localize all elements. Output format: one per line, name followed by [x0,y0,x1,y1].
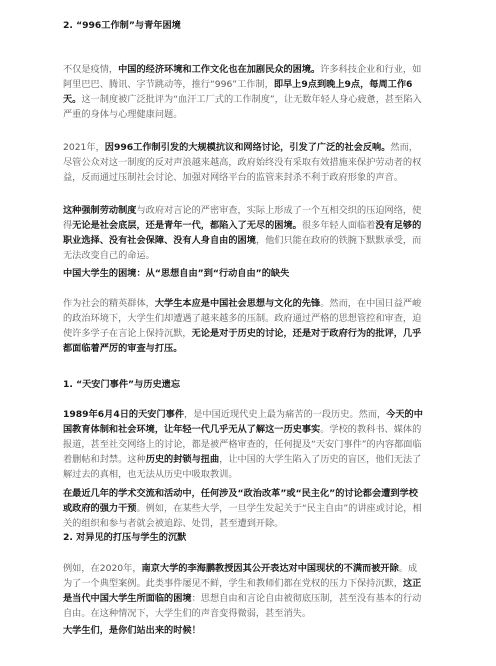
text-run: 与政府对言论的严密审查，实际上形成了一个互相交织的压迫网络，使得 [63,205,422,231]
bold-run: 因996工作制引发的大规模抗议和网络讨论，引发了广泛的社会反响。 [104,142,391,153]
bold-run: 在最近几年的学术交流和活动中，任何涉及“政治改革”或“民主化”的讨论都会遭到学校或政府的强力干预 [63,488,418,514]
text-run: 很多年轻人面临着 [301,220,376,231]
section-heading-tiananmen: 1. “天安门事件”与历史遗忘 [63,379,181,390]
text-run: 。学校的教科书、媒体的报道，甚至社交网络上的讨论，都是被严格审查的，任何提及“天安门事件”的内容都面临着删帖和封禁。这种 [63,424,422,465]
bold-run: 今天的中国教育体制和社会环境，让年轻一代几乎无从了解这一历史事实 [63,409,423,435]
text-run: 。成为了一个典型案例。此类事件屡见不鲜，学生和教师们都在党权的压力下保持沉默， [63,563,418,589]
bold-run: 即早上9点到晚上9点，每周工作6天。 [63,79,413,105]
paragraph-economy [63,62,423,122]
section-heading-students: 中国大学生的困境：从“思想自由”到“行动自由”的缺失 [63,268,290,279]
text-run: 不仅是疫情， [63,64,119,75]
bold-run: 南京大学的李海鹏教授因其公开表达对中国现状的不满而被开除 [141,563,399,574]
closing-call: 大学生们，是你们站出来的时候！ [63,625,201,636]
bold-run: 历史的封锁与扭曲 [145,454,220,465]
bold-run: 没有足够的职业选择、没有社会保障、没有人身自由的困境 [63,220,422,246]
text-run: ：思想自由和言论自由被彻底压制，甚至没有基本的行动自由。在这种情况下，大学生们的声音变得微弱，甚至消失。 [63,593,422,619]
bold-run: 无论是对于历史的讨论，还是对于政府行为的批评，几乎都面临着严厉的审查与打压。 [63,328,422,354]
bold-run: 无论是社会底层，还是青年一代，都陷入了无尽的困境。 [72,220,302,231]
paragraph-tiananmen [63,407,423,482]
paragraph-academic-interference [63,486,423,531]
paragraph-students-elite [63,296,423,356]
text-run: ，他们只能在政府的铁腕下默默承受，而无法改变自己的命运。 [63,235,422,261]
paragraph-2021-protest [63,140,423,185]
bold-run: 这正是当代中国大学生所面临的困境 [63,578,422,604]
bold-run: 大学生本应是中国社会思想与文化的先锋 [154,298,321,309]
section-heading-996: 2. “996工作制”与青年困境 [63,20,181,31]
text-run: 许多科技企业和行业，如阿里巴巴、腾讯、字节跳动等，推行“996”工作制， [63,64,422,90]
bold-run: 这种强制劳动制度 [63,205,137,216]
text-run: 例如，在2020年， [63,563,142,574]
paragraph-nanjing-case [63,561,423,621]
text-run: 然而，尽管公众对这一制度的反对声浪越来越高，政府始终没有采取有效措施来保护劳动者的权益，反而通过压制社会讨论、加强对网络平台的监管来封杀不利于政府形象的声音。 [63,142,422,183]
text-run: ，是中国近现代史上最为痛苦的一段历史。然而， [184,409,387,420]
text-run: 。例如，在某些大学，一旦学生发起关于“民主自由”的讲座或讨论，相关的组织和参与者就会被追踪、处罚，甚至遭到开除。 [63,503,422,529]
section-heading-dissent: 2. 对异见的打压与学生的沉默 [63,532,187,543]
bold-run: 1989年6月4日的天安门事件 [63,409,185,420]
text-run: ，让中国的大学生陷入了历史的盲区，他们无法了解过去的真相，也无法从历史中吸取教训。 [63,454,422,480]
text-run: 这一制度被广泛批评为“血汗工厂式的工作制度”，让无数年轻人身心疲惫，甚至陷入严重的身体与心理健康问题。 [63,94,422,120]
paragraph-oppression-network [63,203,423,263]
text-run: 作为社会的精英群体， [63,298,155,309]
bold-run: 中国的经济环境和工作文化也在加剧民众的困境。 [118,64,321,75]
text-run: 。然而，在中国日益严峻的政治环境下，大学生们却遭遇了越来越多的压制。政府通过严格的思想管控和审查，迫使许多学子在言论上保持沉默， [63,298,422,339]
text-run: 2021年， [63,142,105,153]
